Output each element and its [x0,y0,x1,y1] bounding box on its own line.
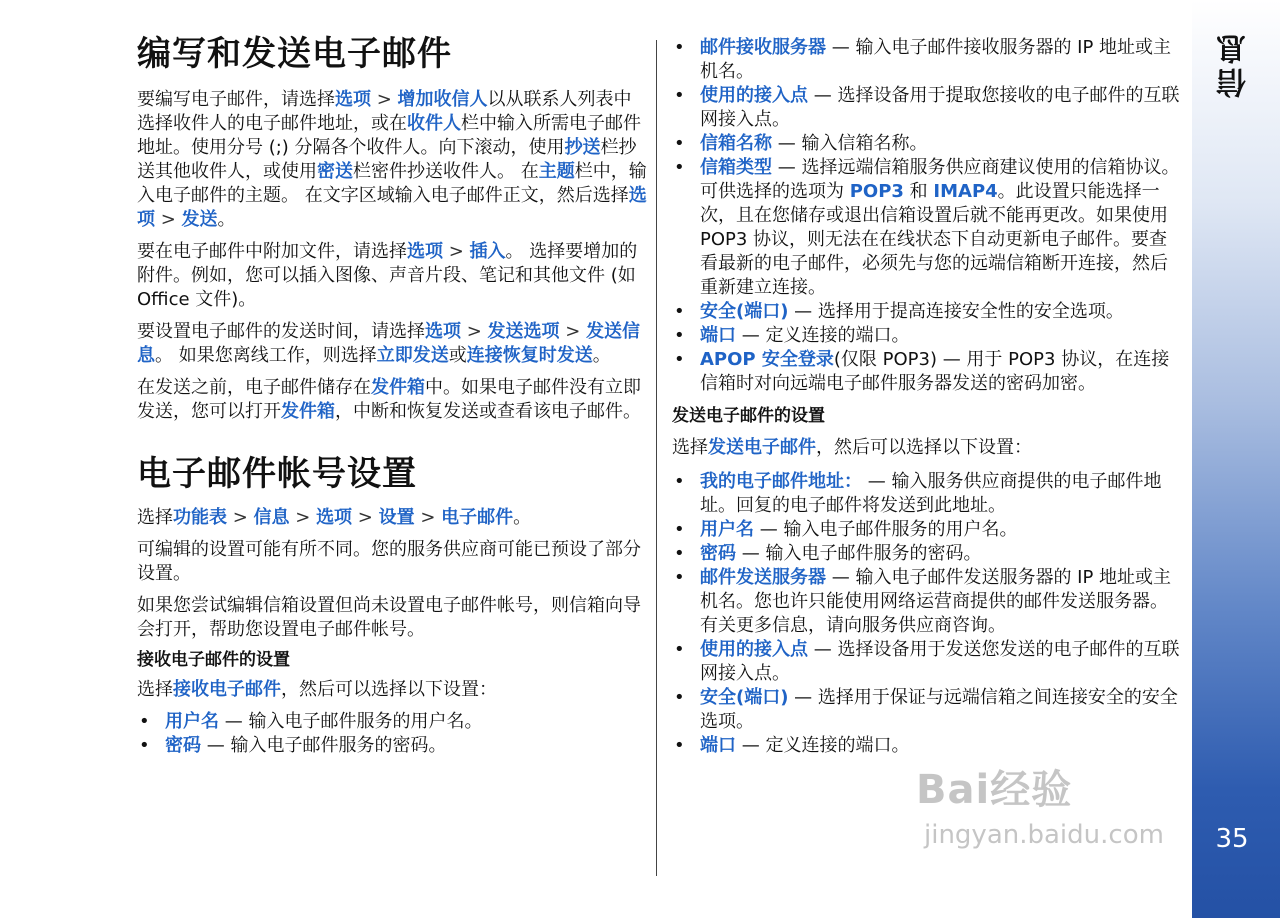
body-text: — 选择远端信箱服务供应商建议使用的信箱协议。可供选择的选项为 [700,157,1180,202]
menu-command-link: 连接恢复时发送 [466,345,593,366]
body-text: — 选择设备用于提取您接收的电子邮件的互联网接入点。 [700,85,1180,130]
bullet-icon: • [674,519,685,540]
bullet-icon: • [674,567,685,588]
bullet-icon: • [674,471,685,492]
bullet-icon: • [674,157,685,178]
menu-command-link: 信箱类型 [700,157,772,178]
menu-command-link: 接收电子邮件 [173,679,281,700]
paragraph-outbox [137,376,647,424]
paragraph-attach [137,240,647,312]
paragraph-send-time [137,320,647,368]
body-text: 栏抄送其他收件人，或使用 [137,137,637,182]
body-text: 。 [592,345,611,366]
body-text: — 输入电子邮件服务的密码。 [736,543,982,564]
body-text: — 输入电子邮件发送服务器的 IP 地址或主机名。您也许只能使用网络运营商提供的邮件发送服务器。有关更多信息，请向服务供应商咨询。 [700,567,1172,636]
section-title-compose: 编写和发送电子邮件 [137,34,452,74]
bullet-icon: • [674,133,685,154]
menu-separator: > [461,321,488,342]
body-text: ，中断和恢复发送或查看该电子邮件。 [335,401,641,422]
body-text: 要在电子邮件中附加文件，请选择 [137,241,407,262]
paragraph-compose [137,88,647,232]
menu-command-link: 选项 [407,241,443,262]
body-text: 在发送之前，电子邮件储存在 [137,377,371,398]
body-text: ，然后可以选择以下设置： [816,437,1032,458]
menu-command-link: 端口 [700,735,736,756]
body-text: — 输入服务供应商提供的电子邮件地址。回复的电子邮件将发送到此地址。 [700,471,1162,516]
menu-command-link: 安全(端口) [700,301,789,322]
paragraph-menu-path [137,506,647,530]
body-text: 可编辑的设置可能有所不同。您的服务供应商可能已预设了部分设置。 [137,539,641,584]
body-text: 。 选择要增加的附件。例如，您可以插入图像、声音片段、笔记和其他文件 (如 Office 文件)。 [137,241,638,310]
menu-command-link: POP3 [849,181,904,202]
list-item [672,566,1182,638]
menu-command-link: 使用的接入点 [700,85,808,106]
paragraph-receive-intro [137,678,647,702]
body-text: 。此设置只能选择一次，且在您储存或退出信箱设置后就不能再更改。如果使用 POP3 协议，则无法在在线状态下自动更新电子邮件。要查看最新的电子邮件，必须先与您的远端信箱断开连接，然后重新建立连接。 [700,181,1168,298]
list-item [672,734,1182,758]
list-item [672,348,1182,396]
menu-command-link: 选项 [316,507,353,528]
body-text: — 选择用于提高连接安全性的安全选项。 [788,301,1124,322]
menu-command-link: 我的电子邮件地址： [700,471,862,492]
menu-command-link: IMAP4 [933,181,998,202]
bullet-icon: • [674,301,685,322]
receive-settings-list [137,710,647,758]
watermark-url: jingyan.baidu.com [924,820,1164,850]
body-text: 栏中输入所需电子邮件地址。使用分号 (;) 分隔各个收件人。向下滚动，使用 [137,113,641,158]
menu-command-link: 发送电子邮件 [708,437,816,458]
menu-command-link: 发件箱 [281,401,335,422]
menu-command-link: 功能表 [173,507,227,528]
list-item [672,300,1182,324]
body-text: 或 [448,345,467,366]
menu-command-link: 密码 [165,735,201,756]
send-settings-list [672,470,1182,758]
list-item [672,638,1182,686]
body-text: 栏中，输入电子邮件的主题。 在文字区域输入电子邮件正文，然后选择 [137,161,647,206]
body-text: 。 [217,209,236,230]
body-text: 以从联系人列表中选择收件人的电子邮件地址，或在 [137,89,632,134]
column-divider [656,40,657,876]
menu-command-link: 密送 [317,161,353,182]
list-item [137,734,647,758]
menu-command-link: 选项 [137,185,647,230]
menu-command-link: 发件箱 [371,377,425,398]
menu-separator: > [227,507,254,528]
body-text: 中。如果电子邮件没有立即发送，您可以打开 [137,377,641,422]
bullet-icon: • [674,543,685,564]
subsection-title-receive: 接收电子邮件的设置 [137,650,290,670]
body-text: 。 [513,507,532,528]
menu-separator: > [155,209,182,230]
menu-command-link: 发送信息 [137,321,641,366]
body-text: 要编写电子邮件，请选择 [137,89,335,110]
menu-command-link: 立即发送 [376,345,449,366]
body-text: ，然后可以选择以下设置： [281,679,497,700]
left-column [137,32,647,758]
paragraph-send-intro [672,436,1182,460]
subsection-title-send: 发送电子邮件的设置 [672,406,825,426]
bullet-icon: • [674,735,685,756]
body-text: (仅限 POP3) — 用于 POP3 协议，在连接信箱时对向远端电子邮件服务器发送的密码加密。 [700,349,1170,394]
menu-separator: > [352,507,379,528]
body-text: — 定义连接的端口。 [736,325,910,346]
menu-command-link: 用户名 [700,519,754,540]
chapter-tab-label: 信息 [1217,30,1252,98]
menu-command-link: 使用的接入点 [700,639,808,660]
bullet-icon: • [674,85,685,106]
list-item [672,36,1182,84]
menu-separator: > [289,507,317,528]
menu-command-link: 抄送 [564,137,601,158]
list-item [672,156,1182,300]
page-number: 35 [1215,824,1249,854]
menu-command-link: 用户名 [165,711,219,732]
menu-command-link: 邮件接收服务器 [700,37,826,58]
body-text: — 选择设备用于发送您发送的电子邮件的互联网接入点。 [700,639,1180,684]
menu-command-link: 收件人 [407,113,461,134]
body-text: 选择 [137,679,173,700]
menu-command-link: 信息 [253,507,290,528]
menu-command-link: 密码 [700,543,736,564]
menu-command-link: 插入 [469,241,506,262]
body-text: — 输入电子邮件接收服务器的 IP 地址或主机名。 [700,37,1172,82]
bullet-icon: • [674,325,685,346]
right-column [672,36,1182,758]
body-text: — 输入电子邮件服务的用户名。 [754,519,1018,540]
menu-separator: > [443,241,470,262]
watermark [910,752,1200,862]
list-item [672,84,1182,132]
menu-command-link: 发送选项 [487,321,560,342]
body-text: 如果您尝试编辑信箱设置但尚未设置电子邮件帐号，则信箱向导会打开，帮助您设置电子邮件帐号。 [137,595,641,640]
list-item [672,470,1182,518]
bullet-icon: • [139,711,150,732]
body-text: 。 如果您离线工作，则选择 [155,345,377,366]
menu-command-link: 端口 [700,325,736,346]
bullet-icon: • [674,639,685,660]
menu-separator: > [414,507,442,528]
list-item [672,542,1182,566]
menu-command-link: 发送 [181,209,218,230]
menu-command-link: 主题 [538,161,575,182]
body-text: 选择 [672,437,708,458]
body-text: 选择 [137,507,173,528]
bullet-icon: • [674,349,685,370]
body-text: — 定义连接的端口。 [736,735,910,756]
bullet-icon: • [139,735,150,756]
paragraph-wizard [137,594,647,642]
paragraph-settings-note [137,538,647,586]
menu-command-link: 设置 [378,507,415,528]
menu-separator: > [371,89,398,110]
menu-command-link: 选项 [335,89,371,110]
body-text: 和 [903,181,934,202]
menu-command-link: 邮件发送服务器 [700,567,826,588]
section-title-account: 电子邮件帐号设置 [137,454,417,494]
watermark-logo: Bai经验 [916,767,1073,813]
chapter-sidebar [1192,0,1280,918]
body-text: — 选择用于保证与远端信箱之间连接安全的安全选项。 [700,687,1178,732]
menu-command-link: 选项 [425,321,461,342]
list-item [672,686,1182,734]
list-item [672,132,1182,156]
bullet-icon: • [674,687,685,708]
body-text: 要设置电子邮件的发送时间，请选择 [137,321,425,342]
body-text: 栏密件抄送收件人。 在 [353,161,539,182]
menu-command-link: 信箱名称 [700,133,772,154]
menu-command-link: 增加收信人 [397,89,488,110]
menu-command-link: 电子邮件 [441,507,514,528]
list-item [672,518,1182,542]
list-item [672,324,1182,348]
menu-command-link: 安全(端口) [700,687,789,708]
body-text: — 输入电子邮件服务的密码。 [201,735,447,756]
bullet-icon: • [674,37,685,58]
list-item [137,710,647,734]
body-text: — 输入电子邮件服务的用户名。 [219,711,483,732]
menu-separator: > [559,321,587,342]
menu-command-link: APOP 安全登录 [700,349,834,370]
receive-settings-list-continued [672,36,1182,396]
body-text: — 输入信箱名称。 [772,133,928,154]
